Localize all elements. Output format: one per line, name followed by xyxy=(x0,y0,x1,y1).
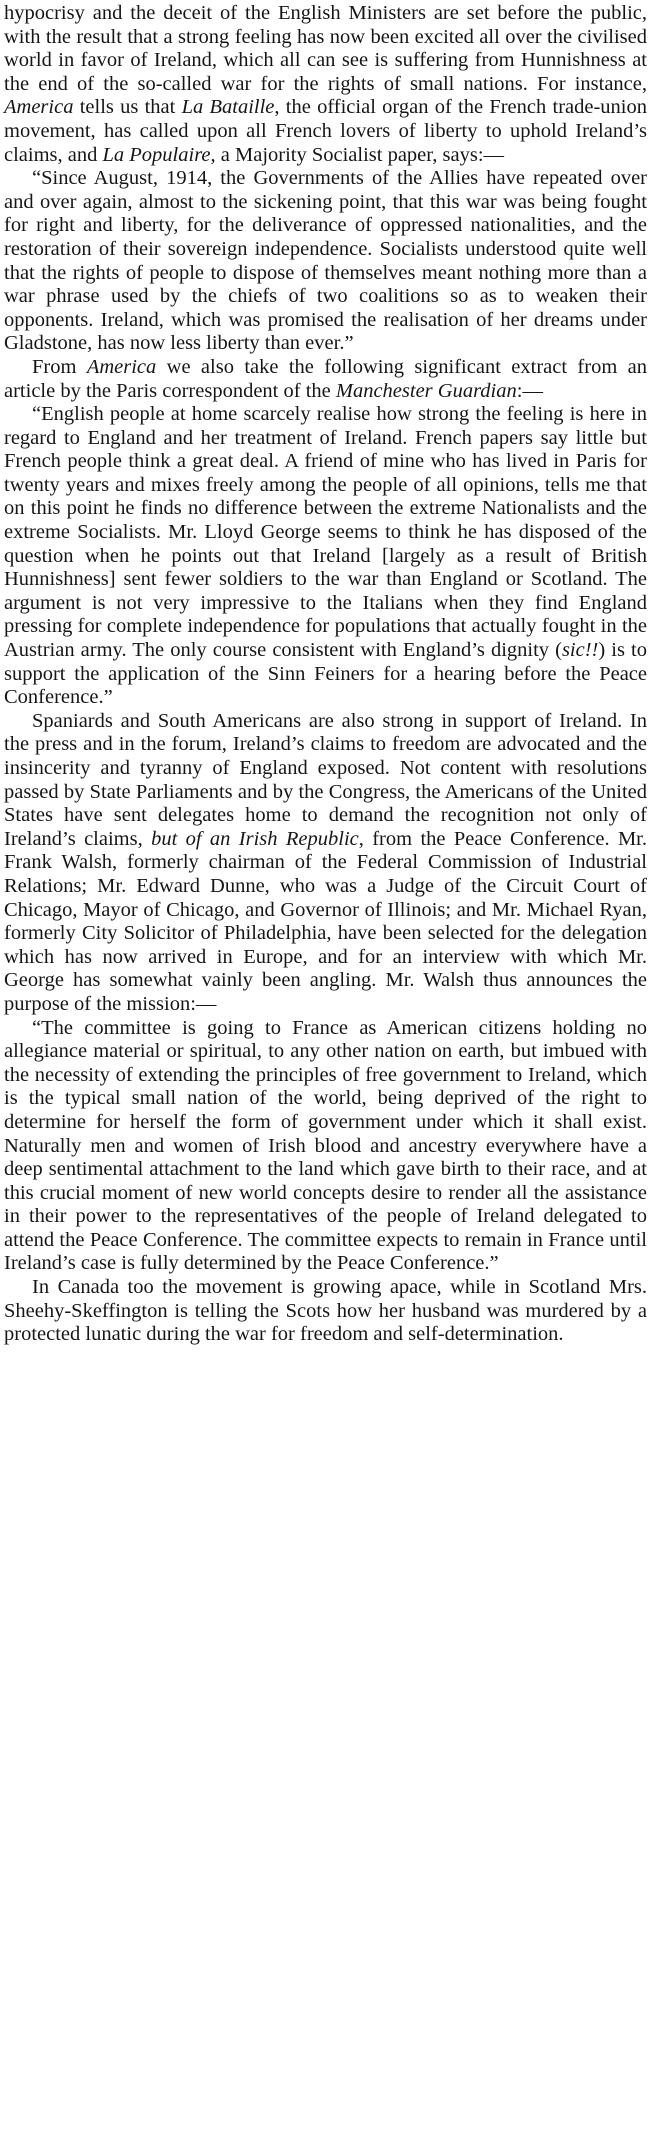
text-run: “English people at home scarcely realise how strong the feeling is here in regard to England and her treatment of Ireland. French papers say little but French people think a great deal. A friend of mine who has lived in Paris for twenty years and mixes freely among the people of all opinions, tells me that on this point he finds no difference between the extreme Nationalists and the extreme Socialists. Mr. Lloyd George seems to think he has disposed of the question when he points out that Ireland [largely as a result of British Hunnishness] sent fewer soldiers to the war than England or Scotland. The argument is not very impressive to the Italians when they find England pressing for complete independence for populations that actually fought in the Austrian army. The only course consistent with England’s dignity ( xyxy=(4,403,647,662)
text-run: :— xyxy=(516,379,543,402)
italic-text: but of an Irish Republic xyxy=(151,827,359,850)
italic-text: La Populaire xyxy=(102,143,211,166)
paragraph-3 xyxy=(4,356,647,403)
paragraph-1 xyxy=(4,2,647,167)
paragraph-2 xyxy=(4,167,647,356)
text-run: “Since August, 1914, the Governments of the Allies have repeated over and over again, almost to the sickening point, that this war was being fought for right and liberty, for the deliverance of oppressed nationalities, and the restoration of their sovereign independence. Socialists understood quite well that the rights of people to dispose of themselves meant nothing more than a war phrase used by the chiefs of two coalitions so as to weaken their opponents. Ireland, which was promised the realisation of her dreams under Gladstone, has now less liberty than ever.” xyxy=(4,167,647,355)
text-run: “The committee is going to France as American citizens holding no allegiance material or spiritual, to any other nation on earth, but imbued with the necessity of extending the principles of free government to Ireland, which is the typical small nation of the world, being deprived of the right to determine for herself the form of government under which it shall exist. Naturally men and women of Irish blood and ancestry everywhere have a deep sentimental attachment to the land which gave birth to their race, and at this crucial moment of new world concepts desire to render all the assistance in their power to the representatives of the people of Ireland delegated to attend the Peace Conference. The committee expects to remain in France until Ireland’s case is fully determined by the Peace Conference.” xyxy=(4,1016,647,1275)
text-run: Spaniards and South Americans are also strong in support of Ireland. In the press and in the forum, Ireland’s claims to freedom are advocated and the insincerity and tyranny of England exposed. Not content with resolutions passed by State Parliaments and by the Congress, the Americans of the United States have sent delegates home to demand the recognition not only of Ireland’s claims, xyxy=(4,709,647,850)
text-run: From xyxy=(32,355,87,378)
text-run: hypocrisy and the deceit of the English Ministers are set before the public, with the result that a strong feeling has now been excited all over the civilised world in favor of Ireland, which all can see is suffering from Hunnishness at the end of the so-called war for the rights of small nations. For instance, xyxy=(4,2,647,95)
italic-text: America xyxy=(4,96,74,119)
paragraph-6 xyxy=(4,1017,647,1277)
italic-text: America xyxy=(86,355,157,378)
italic-text: sic!! xyxy=(561,639,599,662)
italic-text: Manchester Guardian xyxy=(335,379,517,402)
italic-text: La Bataille xyxy=(181,96,275,119)
text-run: In Canada too the movement is growing apace, while in Scotland Mrs. Sheehy-Skeffington is telling the Scots how her husband was murdered by a protected lunatic during the war for freedom and self-determination. xyxy=(4,1276,647,1346)
text-run: ) is to support the application of the Sinn Feiners for a hearing before the Peace Conference.” xyxy=(4,639,647,709)
text-run: tells us that xyxy=(73,96,182,119)
text-run: , the official organ of the French trade-union movement, has called upon all French lovers of liberty to uphold Ireland’s claims, and xyxy=(4,96,647,166)
paragraph-4 xyxy=(4,403,647,710)
article-body xyxy=(4,2,647,1347)
text-run: , from the Peace Conference. Mr. Frank Walsh, formerly chairman of the Federal Commission of Industrial Relations; Mr. Edward Dunne, who was a Judge of the Circuit Court of Chicago, Mayor of Chicago, and Governor of Illinois; and Mr. Michael Ryan, formerly City Solicitor of Philadelphia, have been selected for the delegation which has now arrived in Europe, and for an interview with which Mr. George has somewhat vainly been angling. Mr. Walsh thus announces the purpose of the mission:— xyxy=(4,827,648,1015)
text-run: we also take the following significant extract from an article by the Paris correspondent of the xyxy=(4,355,647,402)
paragraph-5 xyxy=(4,710,647,1017)
text-run: , a Majority Socialist paper, says:— xyxy=(210,143,505,166)
paragraph-7 xyxy=(4,1276,647,1347)
